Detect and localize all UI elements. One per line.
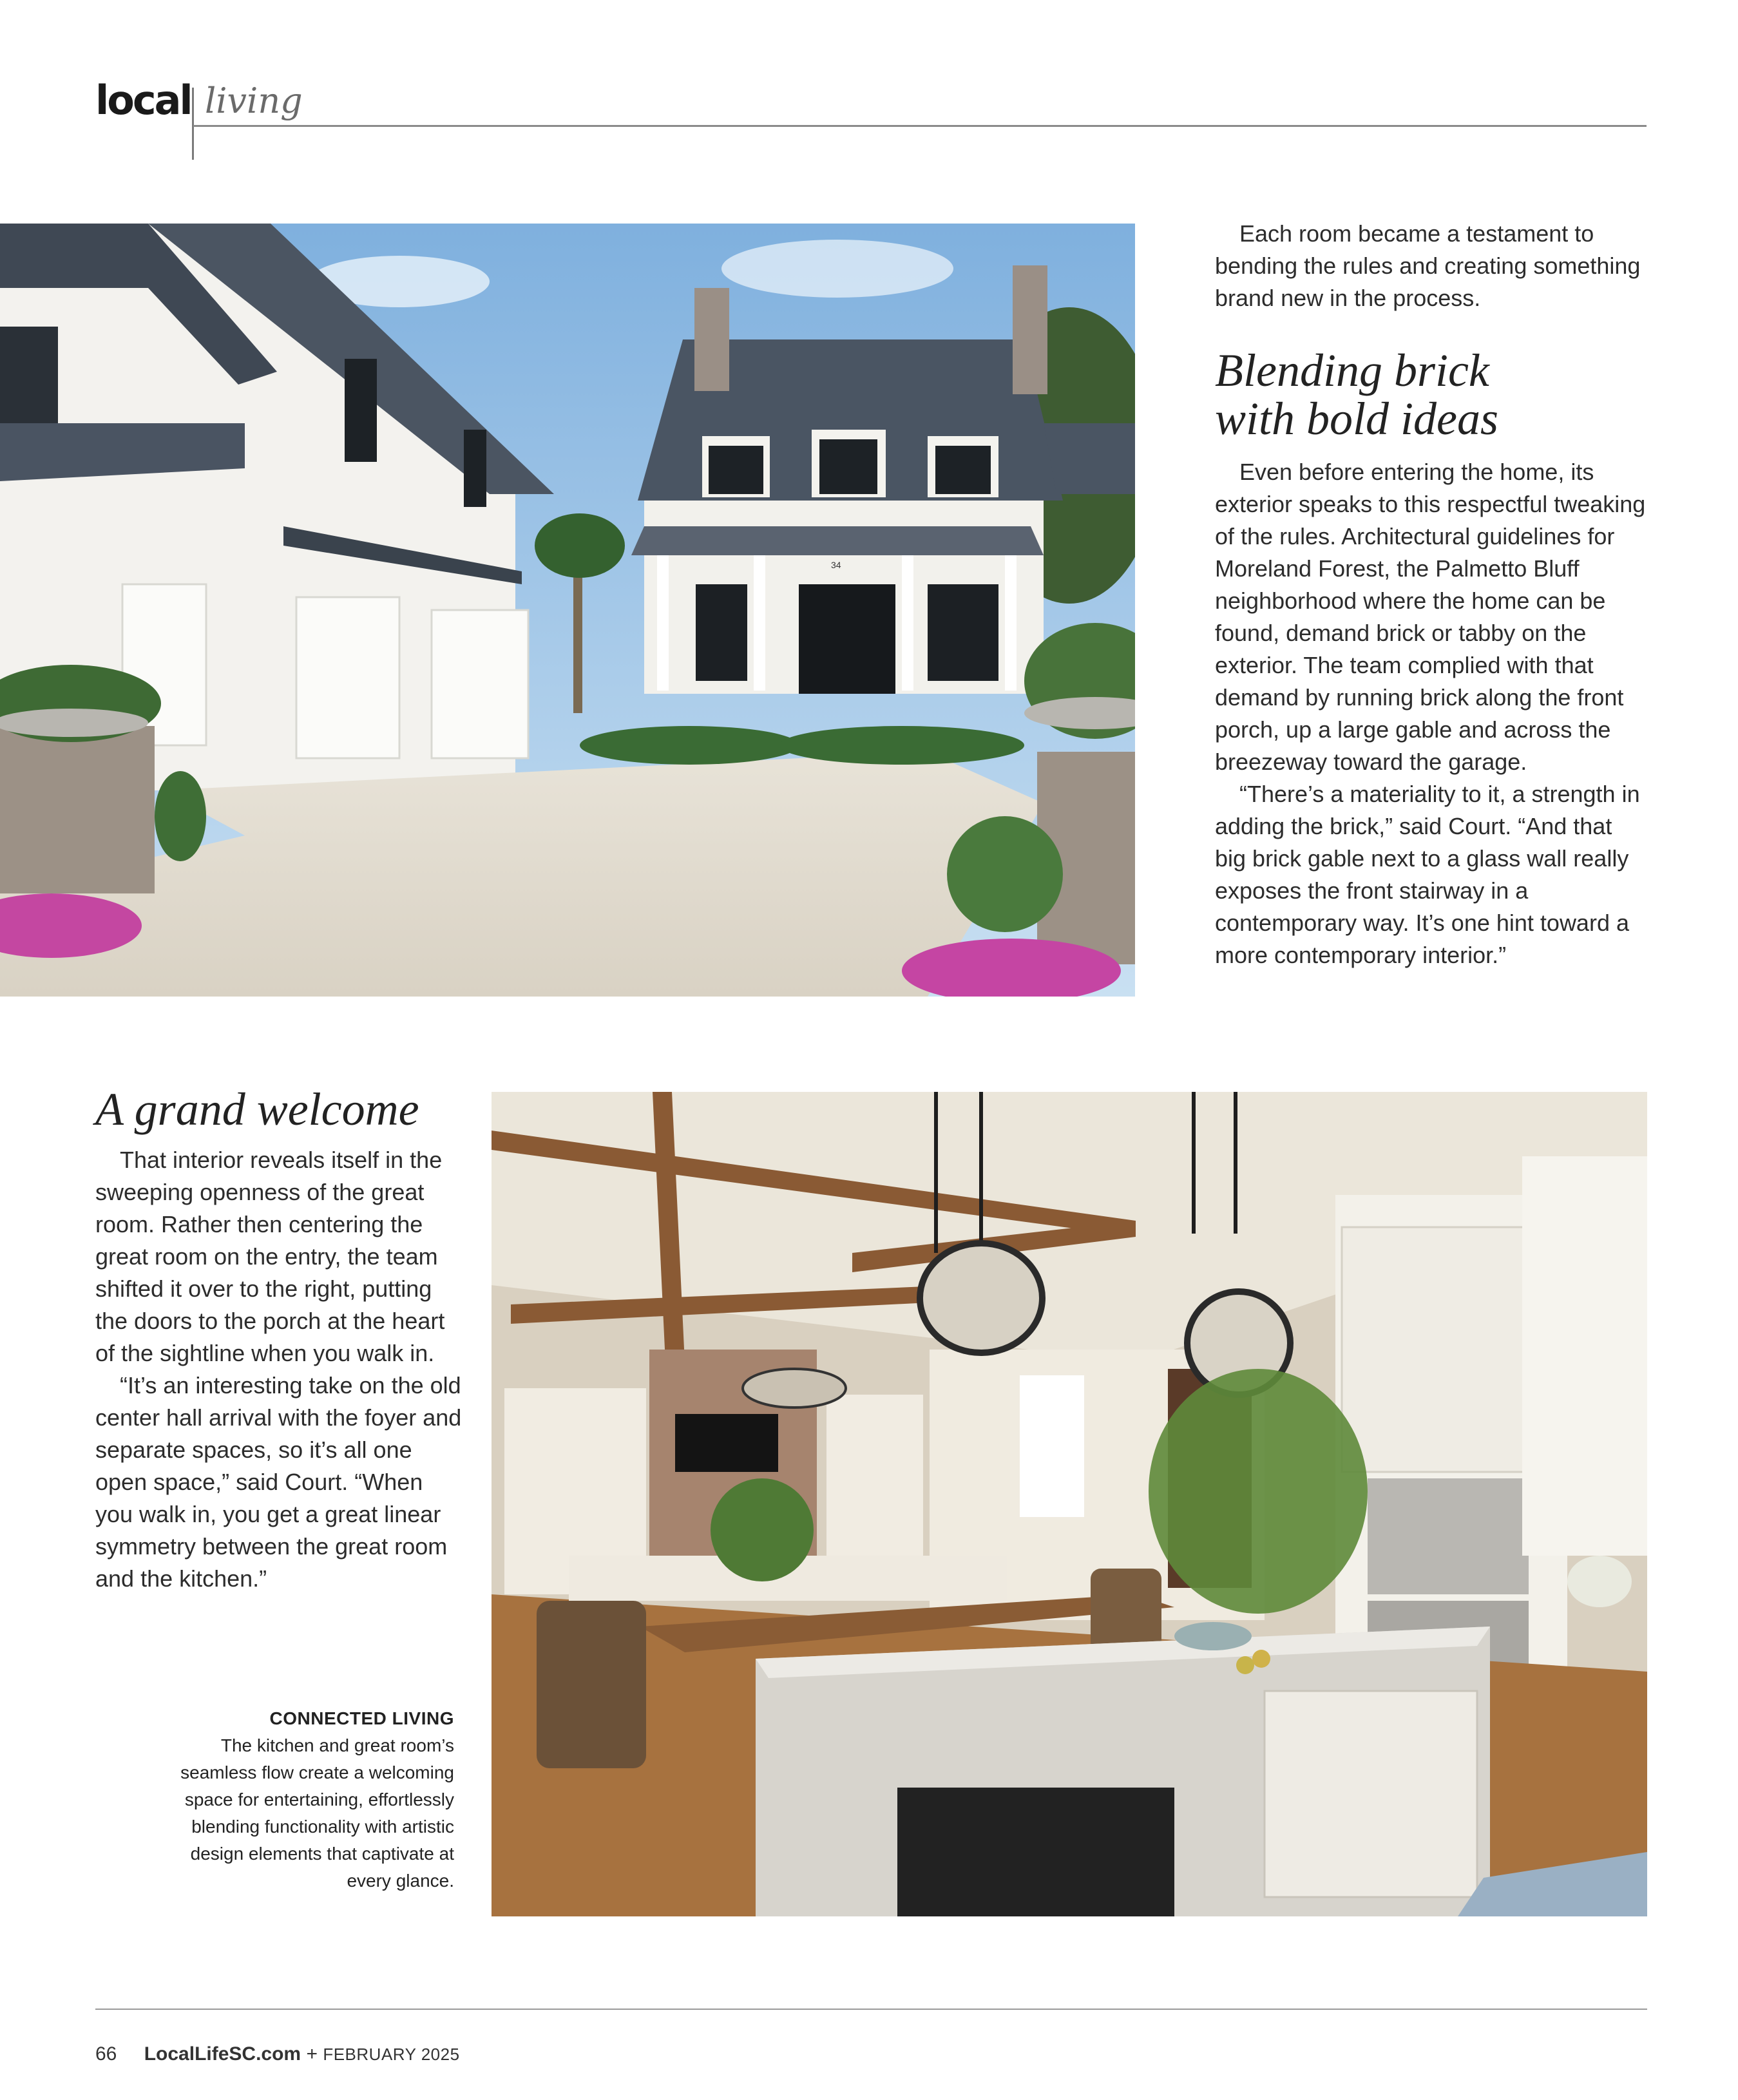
caption-title: CONNECTED LIVING — [269, 1708, 454, 1728]
logo-divider — [192, 88, 194, 160]
left-paragraph-2: “It’s an interesting take on the old center hall arrival with the foyer and separate spaces, so it’s all one open space,” said Court. “When you walk in, you get a great linear symmetry between the great room and the kitchen.” — [95, 1372, 462, 1592]
intro-paragraph-block — [1215, 218, 1647, 314]
site-name: LocalLifeSC.com — [144, 2043, 301, 2065]
right-column-body — [1215, 456, 1647, 971]
intro-paragraph: Each room became a testament to bending the rules and creating something brand new in the process. — [1215, 220, 1641, 311]
footer-separator: + — [306, 2043, 318, 2065]
logo-living: living — [205, 81, 303, 121]
photo-caption — [180, 1705, 454, 1895]
heading-grand-welcome: A grand welcome — [95, 1083, 419, 1135]
right-paragraph-2: “There’s a materiality to it, a strength in adding the brick,” said Court. “And that big brick gable next to a glass wall really exposes the front stairway in a contemporary way. It’s one hint toward a more contemporary interior.” — [1215, 781, 1640, 968]
logo-local: local — [95, 77, 191, 124]
kitchen-photo — [492, 1092, 1647, 1916]
left-column-body — [95, 1144, 466, 1595]
caption-text: The kitchen and great room’s seamless flow create a welcoming space for entertaining, effortlessly blending functionality with artistic design elements that captivate at every glance. — [180, 1735, 454, 1891]
heading-blending-brick: Blending brick with bold ideas — [1215, 345, 1499, 444]
footer — [95, 2043, 460, 2065]
exterior-photo — [0, 224, 1135, 997]
page-number: 66 — [95, 2043, 117, 2065]
header-rule — [193, 125, 1647, 127]
house-number: 34 — [831, 560, 841, 570]
footer-rule — [95, 2009, 1647, 2010]
right-paragraph-1: Even before entering the home, its exterior speaks to this respectful tweaking of the rules. Architectural guidelines for Moreland Forest, the Palmetto Bluff neighborhood where the home can be found, demand brick or tabby on the exterior. The team complied with that demand by running brick along the front porch, up a large gable and across the breezeway toward the garage. — [1215, 459, 1646, 775]
issue-date: FEBRUARY 2025 — [323, 2045, 460, 2064]
left-paragraph-1: That interior reveals itself in the sweeping openness of the great room. Rather then centering the great room on the entry, the team shifted it over to the right, putting the doors to the porch at the heart of the sightline when you walk in. — [95, 1147, 445, 1366]
